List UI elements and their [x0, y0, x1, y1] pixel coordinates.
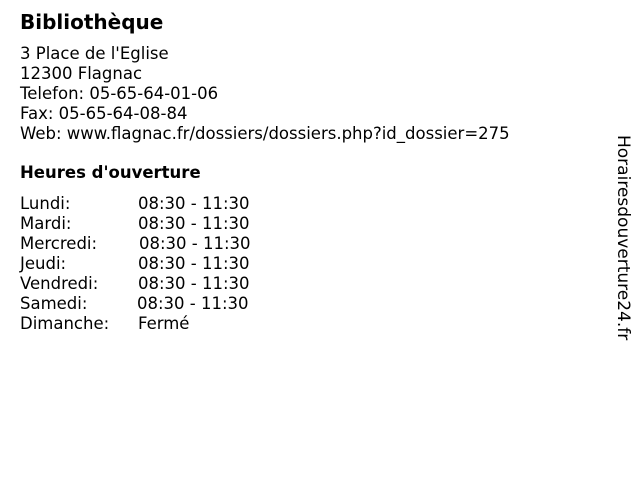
hours-row-tuesday	[20, 214, 300, 234]
website: Web: www.flagnac.fr/dossiers/dossiers.php?id_dossier=275	[20, 124, 510, 143]
fax-number: Fax: 05-65-64-08-84	[20, 104, 188, 123]
day-label: Dimanche:	[20, 314, 110, 333]
time-value: 08:30 - 11:30	[139, 234, 251, 253]
hours-row-friday	[20, 274, 300, 294]
street-address: 3 Place de l'Eglise	[20, 44, 169, 63]
hours-row-saturday	[20, 294, 300, 314]
city-postal: 12300 Flagnac	[20, 64, 143, 83]
time-value: 08:30 - 11:30	[138, 274, 250, 293]
phone-number: Telefon: 05-65-64-01-06	[20, 84, 219, 103]
time-value: 08:30 - 11:30	[138, 254, 250, 273]
address-block	[20, 44, 510, 144]
opening-hours-table	[20, 194, 300, 334]
day-label: Lundi:	[20, 194, 71, 213]
hours-row-wednesday	[20, 234, 300, 254]
day-label: Vendredi:	[20, 274, 99, 293]
page-title: Bibliothèque	[20, 10, 164, 34]
day-label: Samedi:	[20, 294, 88, 313]
hours-row-sunday	[20, 314, 300, 334]
day-label: Jeudi:	[20, 254, 67, 273]
time-value: 08:30 - 11:30	[138, 214, 250, 233]
time-value: 08:30 - 11:30	[138, 194, 250, 213]
site-watermark: Horairesdouverture24.fr	[613, 135, 633, 341]
day-label: Mercredi:	[20, 234, 98, 253]
time-value: Fermé	[138, 314, 190, 333]
day-label: Mardi:	[20, 214, 72, 233]
time-value: 08:30 - 11:30	[137, 294, 249, 313]
hours-row-thursday	[20, 254, 300, 274]
hours-heading: Heures d'ouverture	[20, 163, 201, 182]
hours-row-monday	[20, 194, 300, 214]
